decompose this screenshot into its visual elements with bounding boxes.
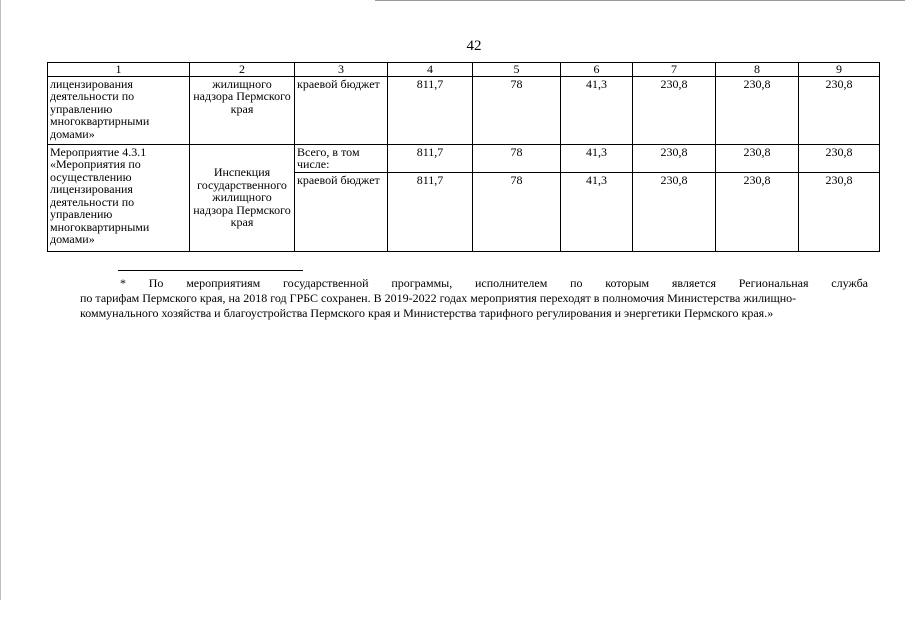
value-cell: 230,8 [633, 144, 716, 172]
source-cell: Всего, в том числе: [295, 144, 388, 172]
footnote-line: * По мероприятиям государственной программы, исполнителем по которым является Региональная служба [120, 276, 868, 290]
value-cell: 811,7 [388, 144, 473, 172]
footnote-line: коммунального хозяйства и благоустройства Пермского края и Министерства тарифного регулирования и энергетики Пермского края.» [80, 306, 774, 320]
footnote-line: по тарифам Пермского края, на 2018 год ГРБС сохранен. В 2019-2022 годах мероприятия переходят в полномочия Министерства жилищно- [80, 291, 797, 305]
page-edge-left [0, 0, 1, 600]
measure-name-cell: лицензирования деятельности по управлению многоквартирными домами» [48, 76, 190, 144]
value-cell: 811,7 [388, 172, 473, 251]
budget-table [47, 62, 880, 252]
footnote [80, 276, 868, 321]
header-cell: 8 [716, 63, 799, 77]
table-row [48, 144, 880, 172]
header-cell: 9 [799, 63, 880, 77]
header-cell: 7 [633, 63, 716, 77]
page-number: 42 [466, 38, 482, 54]
value-cell: 230,8 [633, 76, 716, 144]
header-cell: 2 [190, 63, 295, 77]
executor-cell: жилищного надзора Пермского края [190, 76, 295, 144]
value-cell: 230,8 [799, 172, 880, 251]
value-cell: 41,3 [561, 144, 633, 172]
source-cell: краевой бюджет [295, 172, 388, 251]
value-cell: 230,8 [799, 144, 880, 172]
value-cell: 41,3 [561, 172, 633, 251]
header-cell: 1 [48, 63, 190, 77]
value-cell: 41,3 [561, 76, 633, 144]
value-cell: 230,8 [716, 172, 799, 251]
footnote-separator [118, 270, 303, 271]
value-cell: 230,8 [799, 76, 880, 144]
value-cell: 230,8 [633, 172, 716, 251]
header-cell: 5 [473, 63, 561, 77]
table-header-row [48, 63, 880, 77]
source-cell: краевой бюджет [295, 76, 388, 144]
value-cell: 230,8 [716, 144, 799, 172]
value-cell: 78 [473, 144, 561, 172]
page-edge-top [375, 0, 905, 1]
table-row [48, 76, 880, 144]
measure-name-cell: Мероприятие 4.3.1 «Мероприятия по осуществлению лицензирования деятельности по управлению многоквартирными домами» [48, 144, 190, 251]
value-cell: 78 [473, 172, 561, 251]
value-cell: 78 [473, 76, 561, 144]
executor-cell: Инспекция государственного жилищного надзора Пермского края [190, 144, 295, 251]
header-cell: 3 [295, 63, 388, 77]
value-cell: 230,8 [716, 76, 799, 144]
value-cell: 811,7 [388, 76, 473, 144]
header-cell: 4 [388, 63, 473, 77]
header-cell: 6 [561, 63, 633, 77]
